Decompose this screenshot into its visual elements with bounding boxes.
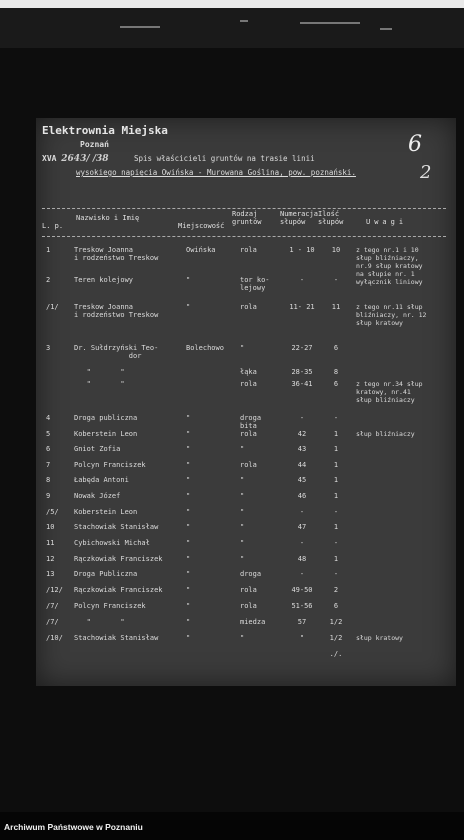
reference-handwritten: 2643/ /38 bbox=[61, 154, 109, 164]
row-number: /7/ bbox=[46, 602, 59, 610]
row-number: 1 bbox=[46, 246, 51, 254]
locality: " bbox=[186, 476, 191, 484]
pole-numbers: 49-50 bbox=[291, 586, 313, 594]
row-number: 6 bbox=[46, 445, 51, 453]
film-border bbox=[0, 8, 464, 48]
pole-numbers: 42 bbox=[297, 430, 307, 438]
pole-numbers: 51-56 bbox=[291, 602, 313, 610]
land-type: " bbox=[240, 555, 245, 563]
pole-count: 2 bbox=[333, 586, 339, 594]
owner-name: Łabęda Antoni bbox=[74, 476, 129, 484]
owner-name: Polcyn Franciszek bbox=[74, 461, 146, 469]
owner-name: Rączkowiak Franciszek bbox=[74, 586, 163, 594]
row-number: 10 bbox=[46, 523, 55, 531]
header-range: Numeracja słupów bbox=[280, 210, 318, 226]
land-type: rola bbox=[240, 246, 257, 254]
owner-name: Treskow Joanna i rodzeństwo Treskow bbox=[74, 303, 159, 319]
land-type: rola bbox=[240, 430, 257, 438]
pole-count: 8 bbox=[333, 368, 339, 376]
pole-count: ./. bbox=[329, 650, 343, 658]
pole-numbers: 22-27 bbox=[291, 344, 313, 352]
document-sheet bbox=[36, 118, 456, 686]
locality: " bbox=[186, 461, 191, 469]
locality: " bbox=[186, 445, 191, 453]
film-scratch bbox=[300, 22, 360, 24]
pole-numbers: - bbox=[299, 276, 305, 284]
locality: " bbox=[186, 618, 191, 626]
remarks: z tego nr.11 słup bliźniaczy, nr. 12 słup kratowy bbox=[356, 303, 427, 327]
pole-count: 1/2 bbox=[329, 618, 343, 626]
land-type: rola bbox=[240, 602, 257, 610]
reference-number bbox=[42, 154, 109, 164]
owner-name: Teren kolejowy bbox=[74, 276, 134, 284]
film-scratch bbox=[120, 26, 160, 28]
table-header-rule bbox=[42, 236, 446, 238]
row-number: 4 bbox=[46, 414, 51, 422]
pole-count: 1 bbox=[333, 492, 339, 500]
pole-numbers: 44 bbox=[297, 461, 307, 469]
land-type: " bbox=[240, 492, 245, 500]
row-number: /5/ bbox=[46, 508, 59, 516]
owner-name: " " bbox=[74, 380, 125, 388]
header-count: Ilość słupów bbox=[318, 210, 344, 226]
owner-name: Rączkowiak Franciszek bbox=[74, 555, 163, 563]
locality: " bbox=[186, 303, 191, 311]
archive-credit: Archiwum Państwowe w Poznaniu bbox=[4, 822, 143, 832]
land-type: " bbox=[240, 539, 245, 547]
owner-name: Stachowiak Stanisław bbox=[74, 523, 159, 531]
film-scratch bbox=[380, 28, 392, 30]
land-type: " bbox=[240, 523, 245, 531]
land-type: rola bbox=[240, 380, 257, 388]
pole-count: 6 bbox=[333, 344, 339, 352]
land-type: " bbox=[240, 445, 245, 453]
land-type: " bbox=[240, 476, 245, 484]
handwritten-mark: 2 bbox=[420, 162, 432, 183]
land-type: " bbox=[240, 634, 245, 642]
locality: " bbox=[186, 602, 191, 610]
pole-count: 1 bbox=[333, 476, 339, 484]
land-type: tor ko- lejowy bbox=[240, 276, 270, 292]
locality: " bbox=[186, 414, 191, 422]
film-top-strip bbox=[0, 0, 464, 8]
land-type: droga bbox=[240, 570, 262, 578]
pole-numbers: - bbox=[299, 414, 305, 422]
owner-name: Stachowiak Stanisław bbox=[74, 634, 159, 642]
land-type: rola bbox=[240, 461, 257, 469]
header-kind: Rodzaj gruntów bbox=[232, 210, 262, 226]
header-no: L. p. bbox=[42, 222, 64, 230]
remarks: słup bliźniaczy bbox=[356, 430, 415, 438]
locality: " bbox=[186, 492, 191, 500]
header-notes: Uwagi bbox=[366, 218, 408, 226]
company-city: Poznań bbox=[80, 140, 109, 149]
pole-count: 1 bbox=[333, 445, 339, 453]
owner-name: Gniot Zofia bbox=[74, 445, 121, 453]
owner-name: Koberstein Leon bbox=[74, 508, 138, 516]
pole-numbers: - bbox=[299, 508, 305, 516]
pole-numbers: 57 bbox=[297, 618, 307, 626]
pole-numbers: 43 bbox=[297, 445, 307, 453]
pole-numbers: 28-35 bbox=[291, 368, 313, 376]
row-number: 3 bbox=[46, 344, 51, 352]
row-number: /1/ bbox=[46, 303, 59, 311]
row-number: /7/ bbox=[46, 618, 59, 626]
row-number: 13 bbox=[46, 570, 55, 578]
pole-numbers: 36-41 bbox=[291, 380, 313, 388]
reference-code: XVA bbox=[42, 154, 57, 163]
pole-numbers: 48 bbox=[297, 555, 307, 563]
land-type: " bbox=[240, 508, 245, 516]
owner-name: " " bbox=[74, 368, 125, 376]
owner-name: " " bbox=[74, 618, 125, 626]
row-number: /10/ bbox=[46, 634, 63, 642]
film-scratch bbox=[240, 20, 248, 22]
pole-count: 1/2 bbox=[329, 634, 343, 642]
locality: " bbox=[186, 430, 191, 438]
owner-name: Polcyn Franciszek bbox=[74, 602, 146, 610]
header-place: Miejscowość bbox=[178, 222, 225, 230]
header-name: Nazwisko i Imię bbox=[76, 214, 140, 222]
pole-numbers: 45 bbox=[297, 476, 307, 484]
locality: " bbox=[186, 555, 191, 563]
land-type: " bbox=[240, 344, 245, 352]
locality: Bolechowo bbox=[186, 344, 224, 352]
owner-name: Droga publiczna bbox=[74, 414, 138, 422]
owner-name: Treskow Joanna i rodzeństwo Treskow bbox=[74, 246, 159, 262]
land-type: rola bbox=[240, 586, 257, 594]
pole-count: - bbox=[333, 508, 339, 516]
pole-numbers: - bbox=[299, 539, 305, 547]
pole-count: - bbox=[333, 276, 339, 284]
pole-numbers: - bbox=[299, 570, 305, 578]
locality: " bbox=[186, 570, 191, 578]
owner-name: Cybichowski Michał bbox=[74, 539, 150, 547]
pole-count: 1 bbox=[333, 523, 339, 531]
land-type: miedza bbox=[240, 618, 266, 626]
pole-numbers: 11- 21 bbox=[289, 303, 315, 311]
pole-numbers: 47 bbox=[297, 523, 307, 531]
pole-count: - bbox=[333, 414, 339, 422]
row-number: /12/ bbox=[46, 586, 63, 594]
row-number: 7 bbox=[46, 461, 51, 469]
handwritten-page-number: 6 bbox=[408, 132, 422, 157]
land-type: rola bbox=[240, 303, 257, 311]
row-number: 2 bbox=[46, 276, 51, 284]
pole-numbers: 46 bbox=[297, 492, 307, 500]
locality: " bbox=[186, 634, 191, 642]
pole-count: 6 bbox=[333, 380, 339, 388]
owner-name: Dr. Sułdrzyński Teo- dor bbox=[74, 344, 159, 360]
land-type: łąka bbox=[240, 368, 257, 376]
pole-count: 1 bbox=[333, 461, 339, 469]
document-title-line1: Spis właścicieli gruntów na trasie linii bbox=[134, 154, 315, 163]
remarks: z tego nr.34 słup kratowy, nr.41 słup bliźniaczy bbox=[356, 380, 423, 404]
owner-name: Koberstein Leon bbox=[74, 430, 138, 438]
locality: " bbox=[186, 586, 191, 594]
land-type: droga bita bbox=[240, 414, 262, 430]
document-title-line2: wysokiego napięcia Owińska - Murowana Goślina, pow. poznański. bbox=[76, 168, 356, 177]
pole-count: - bbox=[333, 539, 339, 547]
pole-count: 6 bbox=[333, 602, 339, 610]
locality: " bbox=[186, 508, 191, 516]
pole-count: 11 bbox=[331, 303, 341, 311]
locality: Owińska bbox=[186, 246, 216, 254]
pole-count: 1 bbox=[333, 430, 339, 438]
pole-numbers: " bbox=[299, 634, 305, 642]
row-number: 12 bbox=[46, 555, 55, 563]
company-heading: Elektrownia Miejska bbox=[42, 124, 168, 137]
pole-count: - bbox=[333, 570, 339, 578]
remarks: z tego nr.1 i 10 słup bliźniaczy, nr.9 słup kratowy na słupie nr. 1 wyłącznik liniowy bbox=[356, 246, 423, 286]
locality: " bbox=[186, 276, 191, 284]
row-number: 9 bbox=[46, 492, 51, 500]
locality: " bbox=[186, 539, 191, 547]
owner-name: Nowak Józef bbox=[74, 492, 121, 500]
pole-count: 10 bbox=[331, 246, 341, 254]
row-number: 11 bbox=[46, 539, 55, 547]
owner-name: Droga Publiczna bbox=[74, 570, 138, 578]
row-number: 5 bbox=[46, 430, 51, 438]
remarks: słup kratowy bbox=[356, 634, 403, 642]
pole-numbers: 1 - 10 bbox=[289, 246, 315, 254]
locality: " bbox=[186, 523, 191, 531]
row-number: 8 bbox=[46, 476, 51, 484]
pole-count: 1 bbox=[333, 555, 339, 563]
